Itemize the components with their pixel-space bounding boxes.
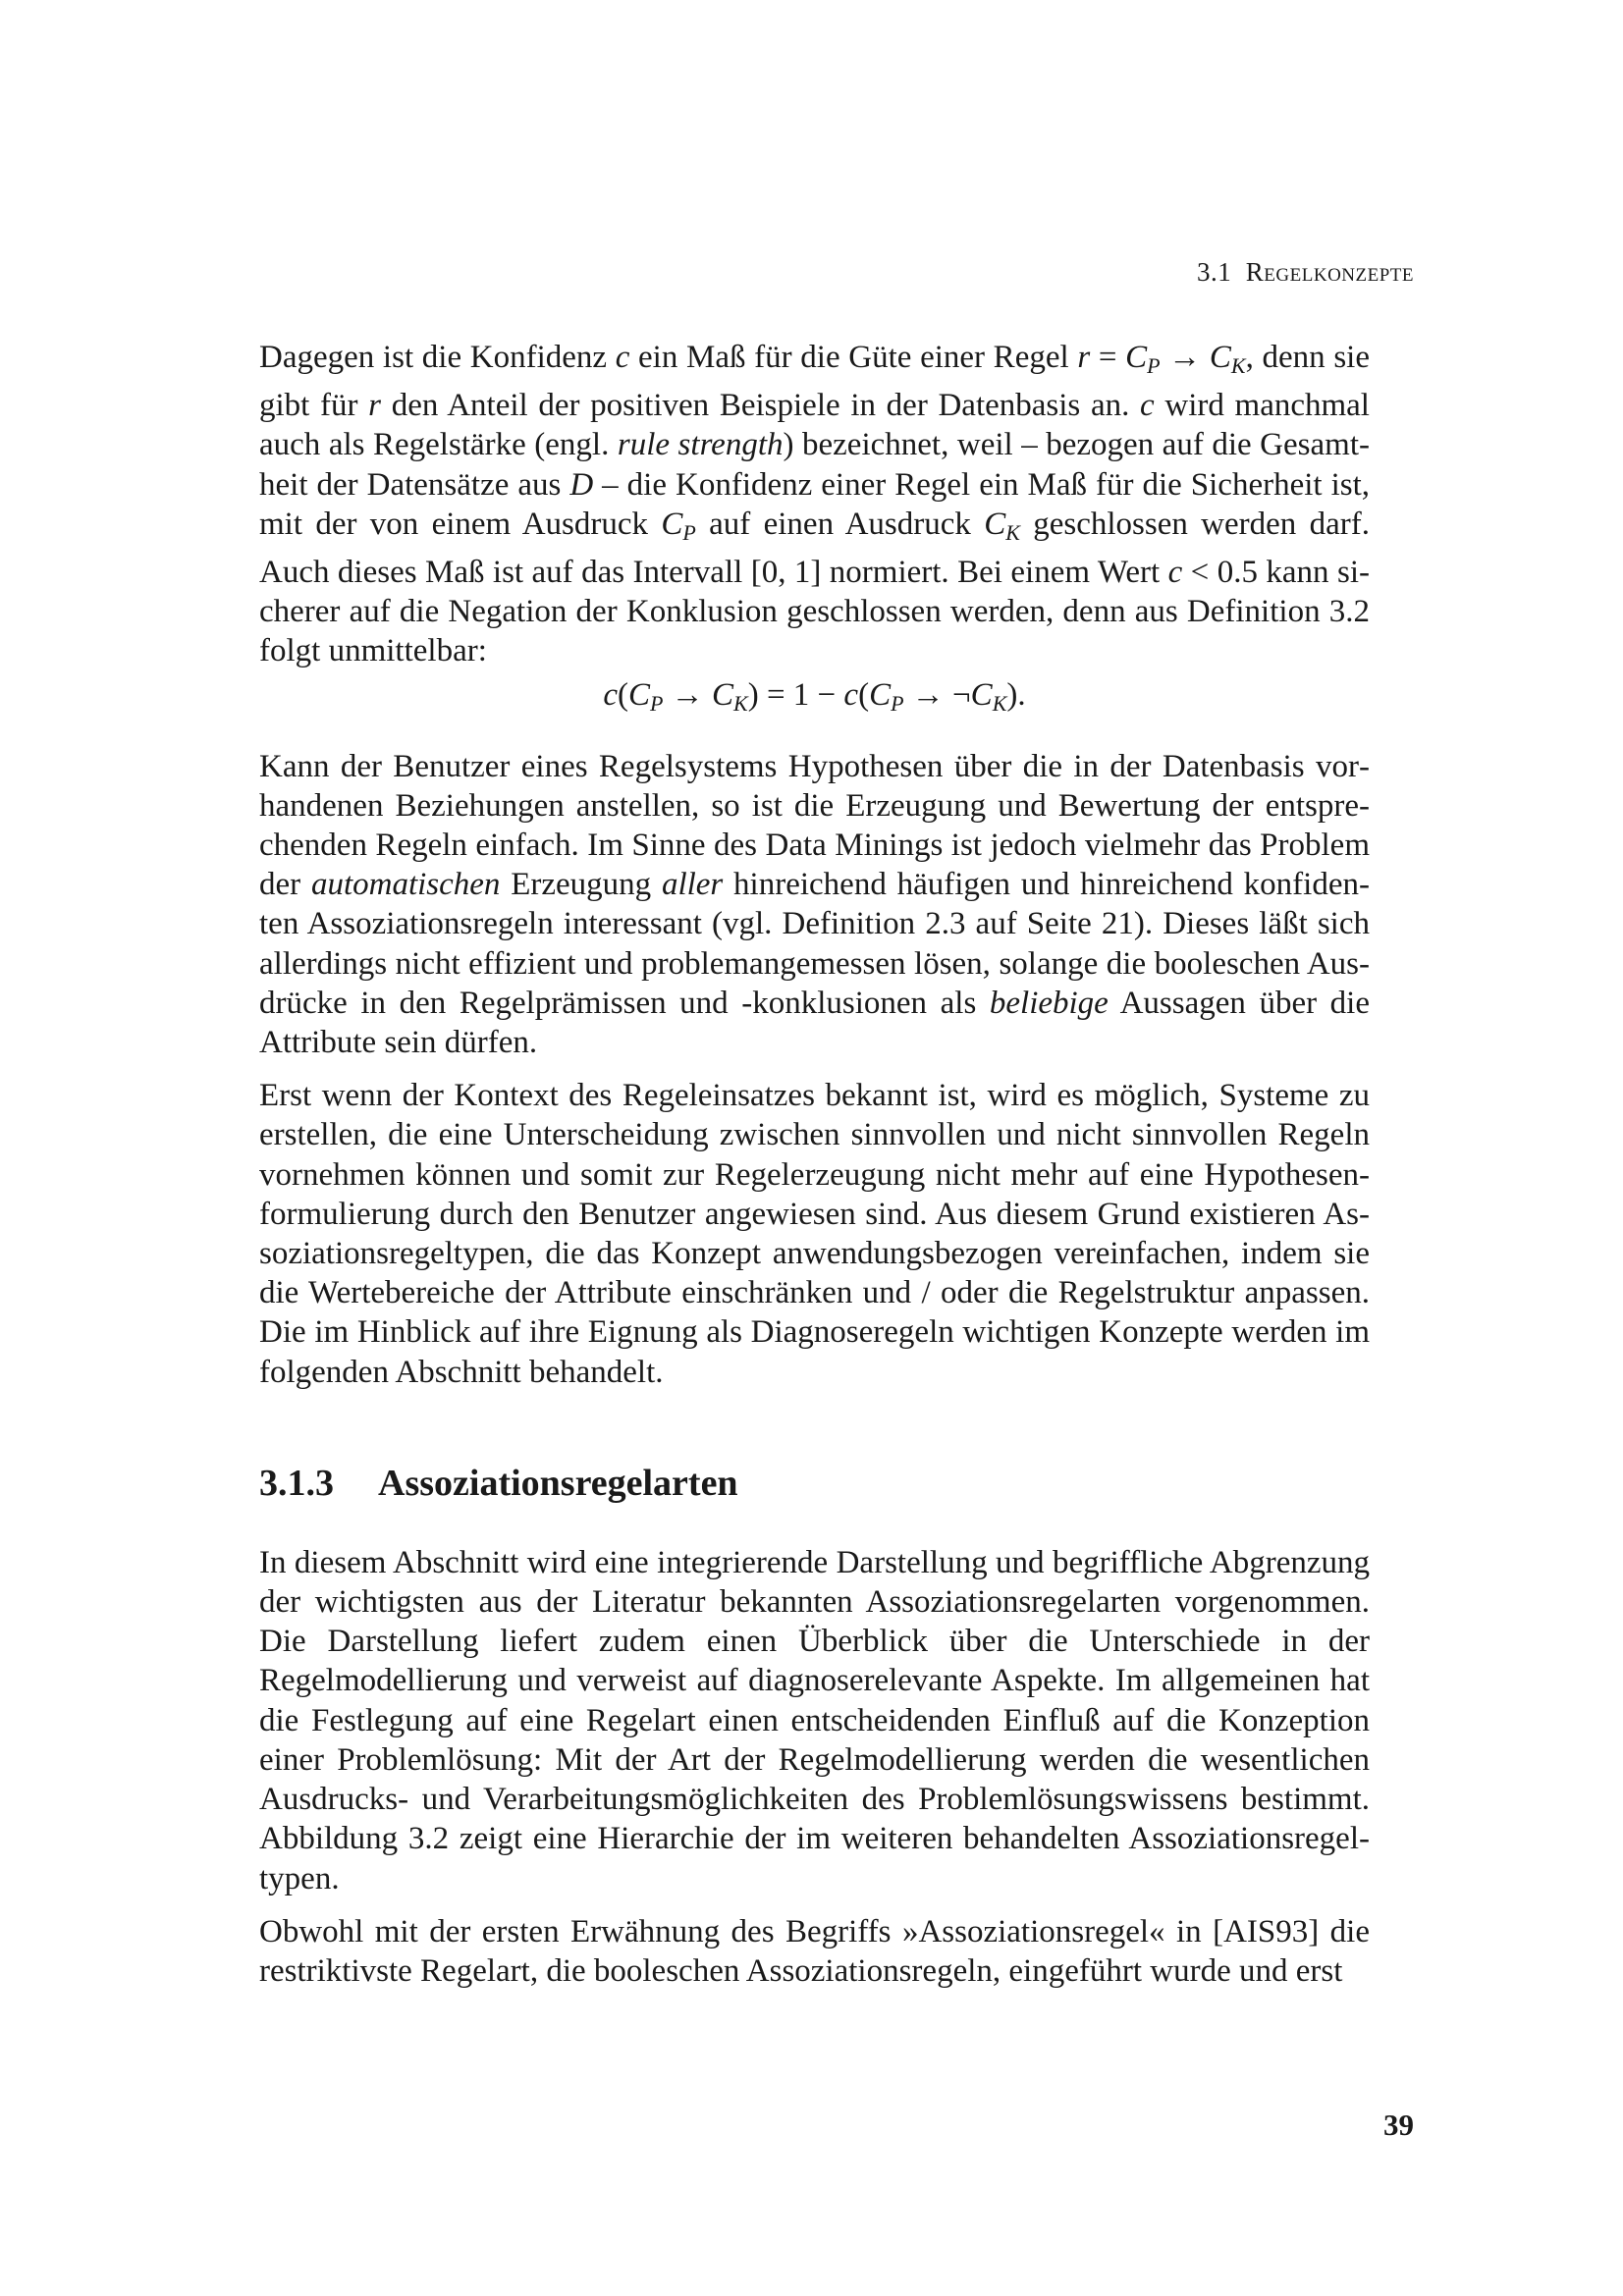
running-head-number: 3.1: [1197, 257, 1232, 287]
running-head-title: Regelkonzepte: [1245, 257, 1414, 287]
running-head: [1197, 257, 1414, 288]
section-heading: [259, 1461, 1370, 1506]
paragraph-overview: In diesem Abschnitt wird eine integrierende Darstellung und begriffliche Abgrenzung der wichtigsten aus der Literatur bekannten Assoziationsregelarten vorgenommen. Die Darstellung liefert zudem einen Überblick über die Unterschiede in der Regelmodellierung und verweist auf diagnoserelevante Aspekte. Im allgemeinen hat die Festlegung auf eine Regelart einen entscheidenden Einfluß auf die Konzeption einer Problemlösung: Mit der Art der Regelmodellierung werden die wesentlichen Ausdrucks- und Verarbeitungsmöglichkeiten des Problemlösungswissens bestimmt. Abbildung 3.2 zeigt eine Hierarchie der im weiteren behandelten Assoziationsregeltypen.: [259, 1544, 1370, 1896]
paragraph-history: Obwohl mit der ersten Erwähnung des Begriffs »Assoziationsregel« in [AIS93] die restriktivste Regelart, die booleschen Assoziationsregeln, eingeführt wurde und erst: [259, 1913, 1370, 1989]
paragraph-hypotheses: Kann der Benutzer eines Regelsystems Hypothesen über die in der Datenbasis vorhandenen Beziehungen anstellen, so ist die Erzeugung und Bewertung der entsprechenden Regeln einfach. Im Sinne des Data Minings ist jedoch vielmehr das Problem der automatischen Erzeugung aller hinreichend häufigen und hinreichend konfidenten Assoziationsregeln interessant (vgl. Definition 2.3 auf Seite 21). Dieses läßt sich allerdings nicht effizient und problemangemessen lösen, solange die booleschen Ausdrücke in den Regelprämissen und -konklusionen als beliebige Aussagen über die Attribute sein dürfen.: [259, 748, 1370, 1061]
confidence-formula: $c(C_P \to C_K) = 1 - c(C_P$ → $\neg C_K$).: [603, 676, 1026, 716]
page-number: 39: [1383, 2108, 1414, 2142]
section-heading-number: 3.1.3: [259, 1462, 334, 1504]
paragraph-context: Erst wenn der Kontext des Regeleinsatzes bekannt ist, wird es möglich, Systeme zu erstellen, die eine Unterscheidung zwischen sinnvollen und nicht sinnvollen Regeln vornehmen können und somit zur Regelerzeugung nicht mehr auf eine Hypothesenformulierung durch den Benutzer angewiesen sind. Aus diesem Grund existieren Assoziationsregeltypen, die das Konzept anwendungsbezogen vereinfachen, indem sie die Wertebereiche der Attribute einschränken und / oder die Regelstruktur anpassen. Die im Hinblick auf ihre Eignung als Diagnoseregeln wichtigen Konzepte werden im folgenden Abschnitt behandelt.: [259, 1078, 1370, 1390]
paragraph-confidence: Dagegen ist die Konfidenz c ein Maß für die Güte einer Regel $r = C_P \to C_K$, denn sie gibt für r den Anteil der positiven Beispiele in der Datenbasis an. c wird manchmal auch als Regelstärke (engl. rule strength) bezeichnet, weil – bezogen auf die Gesamtheit der Datensätze aus D – die Konfidenz einer Regel ein Maß für die Sicherheit ist, mit der von einem Ausdruck $C_P$ auf einen Ausdruck $C_K$ geschlossen werden darf. Auch dieses Maß ist auf das Intervall [0, 1] normiert. Bei einem Wert c < 0.5 kann sicherer auf die Negation der Konklusion geschlossen werden, denn aus Definition 3.2 folgt unmittelbar:: [259, 340, 1370, 669]
section-heading-title: Assoziationsregelarten: [378, 1462, 738, 1504]
page-body: [259, 338, 1370, 1991]
